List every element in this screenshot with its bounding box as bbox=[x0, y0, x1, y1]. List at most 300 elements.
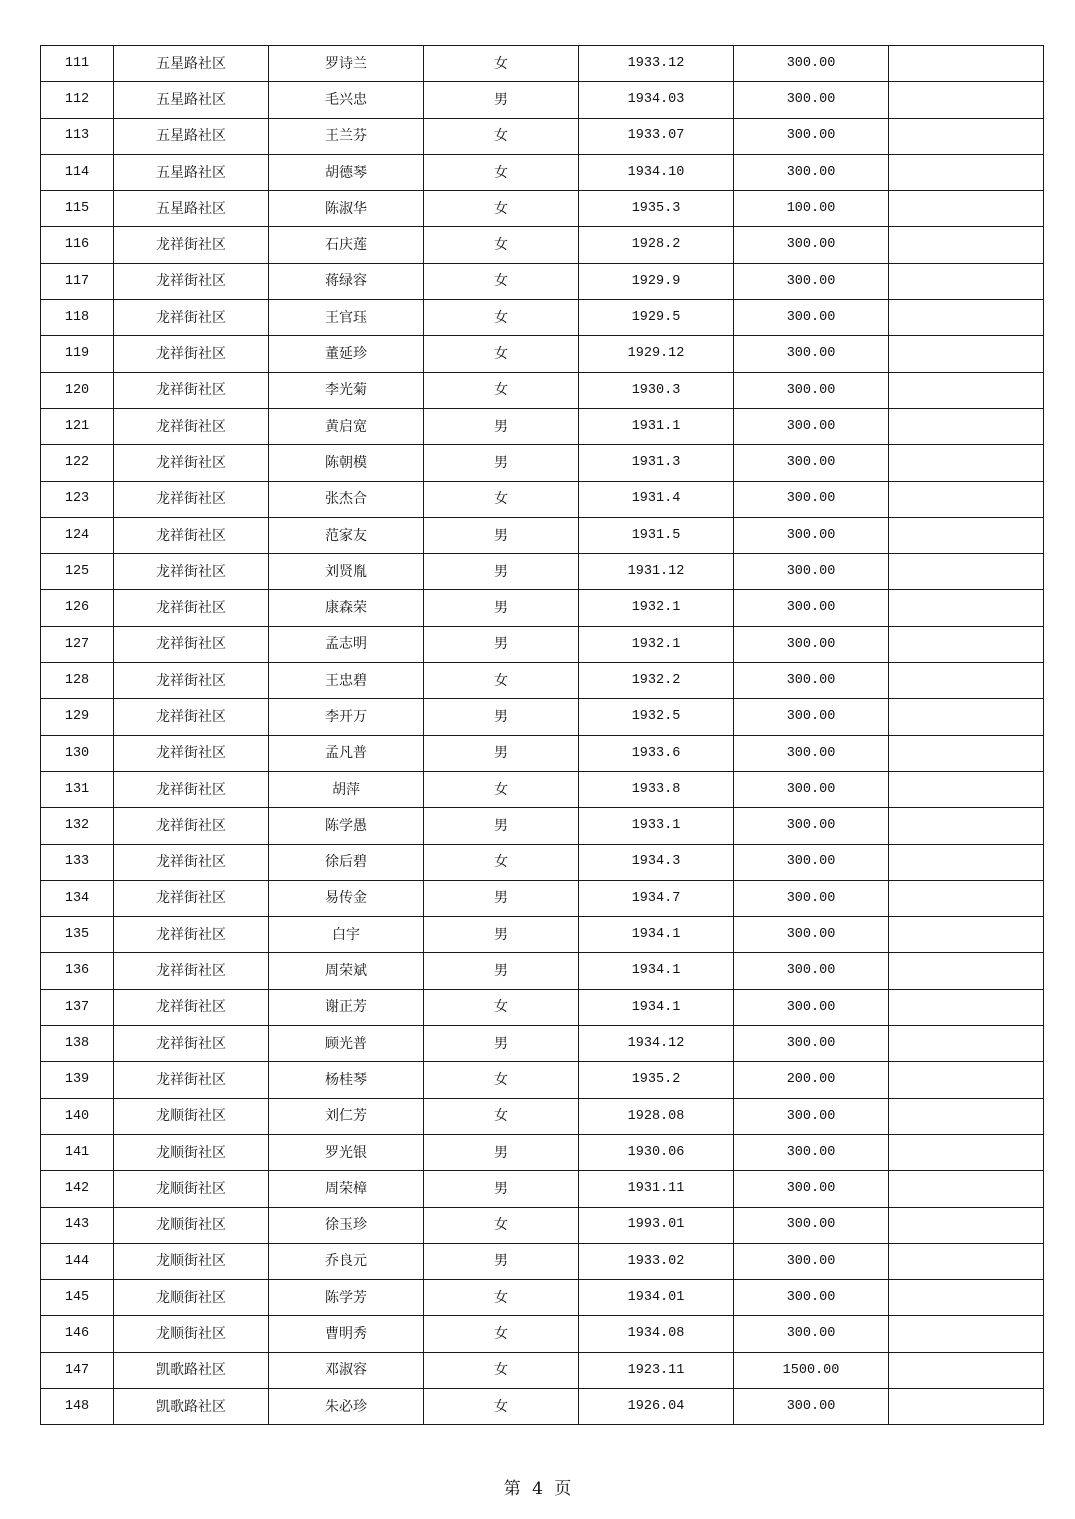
cell-name: 董延珍 bbox=[269, 336, 424, 372]
cell-gender: 男 bbox=[424, 445, 579, 481]
cell-birth-date: 1929.12 bbox=[579, 336, 734, 372]
table-row bbox=[41, 191, 1044, 227]
cell-gender: 男 bbox=[424, 699, 579, 735]
cell-birth-date: 1931.1 bbox=[579, 408, 734, 444]
cell-gender: 女 bbox=[424, 46, 579, 82]
table-row bbox=[41, 336, 1044, 372]
cell-community: 龙祥街社区 bbox=[114, 590, 269, 626]
cell-gender: 女 bbox=[424, 1316, 579, 1352]
cell-birth-date: 1934.3 bbox=[579, 844, 734, 880]
cell-birth-date: 1934.1 bbox=[579, 989, 734, 1025]
cell-remarks bbox=[889, 1316, 1044, 1352]
cell-name: 石庆莲 bbox=[269, 227, 424, 263]
cell-amount: 300.00 bbox=[734, 517, 889, 553]
cell-community: 龙祥街社区 bbox=[114, 481, 269, 517]
cell-gender: 男 bbox=[424, 1134, 579, 1170]
cell-row-index: 125 bbox=[41, 554, 114, 590]
table-row bbox=[41, 481, 1044, 517]
data-table-container bbox=[40, 45, 1044, 1425]
table-row bbox=[41, 227, 1044, 263]
cell-gender: 男 bbox=[424, 1243, 579, 1279]
cell-gender: 女 bbox=[424, 263, 579, 299]
cell-community: 龙祥街社区 bbox=[114, 408, 269, 444]
cell-amount: 100.00 bbox=[734, 191, 889, 227]
cell-birth-date: 1928.08 bbox=[579, 1098, 734, 1134]
cell-birth-date: 1932.5 bbox=[579, 699, 734, 735]
cell-remarks bbox=[889, 953, 1044, 989]
cell-community: 凯歌路社区 bbox=[114, 1352, 269, 1388]
cell-remarks bbox=[889, 699, 1044, 735]
cell-remarks bbox=[889, 336, 1044, 372]
cell-name: 顾光普 bbox=[269, 1026, 424, 1062]
cell-row-index: 138 bbox=[41, 1026, 114, 1062]
table-row bbox=[41, 1280, 1044, 1316]
cell-amount: 300.00 bbox=[734, 1388, 889, 1424]
table-row bbox=[41, 917, 1044, 953]
cell-community: 龙祥街社区 bbox=[114, 880, 269, 916]
cell-name: 徐玉珍 bbox=[269, 1207, 424, 1243]
cell-remarks bbox=[889, 1171, 1044, 1207]
cell-gender: 女 bbox=[424, 1062, 579, 1098]
cell-birth-date: 1935.3 bbox=[579, 191, 734, 227]
cell-row-index: 147 bbox=[41, 1352, 114, 1388]
cell-gender: 女 bbox=[424, 989, 579, 1025]
cell-name: 李光菊 bbox=[269, 372, 424, 408]
cell-amount: 300.00 bbox=[734, 1316, 889, 1352]
cell-gender: 女 bbox=[424, 771, 579, 807]
cell-name: 胡德琴 bbox=[269, 154, 424, 190]
cell-row-index: 127 bbox=[41, 626, 114, 662]
cell-remarks bbox=[889, 154, 1044, 190]
cell-remarks bbox=[889, 82, 1044, 118]
cell-gender: 男 bbox=[424, 82, 579, 118]
cell-row-index: 136 bbox=[41, 953, 114, 989]
table-row bbox=[41, 1243, 1044, 1279]
cell-gender: 男 bbox=[424, 626, 579, 662]
cell-birth-date: 1929.5 bbox=[579, 300, 734, 336]
cell-gender: 女 bbox=[424, 1280, 579, 1316]
cell-birth-date: 1929.9 bbox=[579, 263, 734, 299]
cell-birth-date: 1932.1 bbox=[579, 590, 734, 626]
cell-gender: 女 bbox=[424, 300, 579, 336]
cell-remarks bbox=[889, 844, 1044, 880]
cell-community: 五星路社区 bbox=[114, 118, 269, 154]
cell-remarks bbox=[889, 118, 1044, 154]
cell-birth-date: 1934.01 bbox=[579, 1280, 734, 1316]
cell-name: 杨桂琴 bbox=[269, 1062, 424, 1098]
cell-name: 陈朝模 bbox=[269, 445, 424, 481]
cell-name: 刘贤胤 bbox=[269, 554, 424, 590]
cell-amount: 300.00 bbox=[734, 408, 889, 444]
cell-name: 毛兴忠 bbox=[269, 82, 424, 118]
cell-remarks bbox=[889, 46, 1044, 82]
table-row bbox=[41, 445, 1044, 481]
cell-community: 五星路社区 bbox=[114, 154, 269, 190]
cell-birth-date: 1926.04 bbox=[579, 1388, 734, 1424]
cell-amount: 300.00 bbox=[734, 46, 889, 82]
cell-row-index: 114 bbox=[41, 154, 114, 190]
cell-birth-date: 1993.01 bbox=[579, 1207, 734, 1243]
cell-row-index: 140 bbox=[41, 1098, 114, 1134]
cell-row-index: 128 bbox=[41, 663, 114, 699]
cell-name: 陈学芳 bbox=[269, 1280, 424, 1316]
cell-row-index: 111 bbox=[41, 46, 114, 82]
table-row bbox=[41, 590, 1044, 626]
cell-birth-date: 1934.1 bbox=[579, 953, 734, 989]
table-row bbox=[41, 880, 1044, 916]
cell-community: 龙祥街社区 bbox=[114, 735, 269, 771]
cell-amount: 300.00 bbox=[734, 1026, 889, 1062]
cell-row-index: 137 bbox=[41, 989, 114, 1025]
cell-amount: 300.00 bbox=[734, 300, 889, 336]
cell-birth-date: 1935.2 bbox=[579, 1062, 734, 1098]
cell-remarks bbox=[889, 663, 1044, 699]
cell-remarks bbox=[889, 1026, 1044, 1062]
cell-remarks bbox=[889, 1388, 1044, 1424]
cell-gender: 女 bbox=[424, 372, 579, 408]
cell-name: 罗光银 bbox=[269, 1134, 424, 1170]
cell-community: 龙祥街社区 bbox=[114, 517, 269, 553]
cell-name: 胡萍 bbox=[269, 771, 424, 807]
cell-birth-date: 1934.03 bbox=[579, 82, 734, 118]
cell-birth-date: 1930.06 bbox=[579, 1134, 734, 1170]
cell-gender: 女 bbox=[424, 481, 579, 517]
cell-birth-date: 1931.3 bbox=[579, 445, 734, 481]
cell-remarks bbox=[889, 481, 1044, 517]
table-row bbox=[41, 1171, 1044, 1207]
cell-remarks bbox=[889, 300, 1044, 336]
cell-remarks bbox=[889, 1098, 1044, 1134]
cell-community: 龙祥街社区 bbox=[114, 953, 269, 989]
cell-name: 王兰芬 bbox=[269, 118, 424, 154]
cell-amount: 300.00 bbox=[734, 1243, 889, 1279]
cell-gender: 女 bbox=[424, 1098, 579, 1134]
table-row bbox=[41, 154, 1044, 190]
cell-amount: 300.00 bbox=[734, 1280, 889, 1316]
cell-community: 龙祥街社区 bbox=[114, 626, 269, 662]
cell-amount: 300.00 bbox=[734, 481, 889, 517]
table-row bbox=[41, 263, 1044, 299]
cell-row-index: 115 bbox=[41, 191, 114, 227]
cell-name: 康森荣 bbox=[269, 590, 424, 626]
cell-name: 乔良元 bbox=[269, 1243, 424, 1279]
cell-remarks bbox=[889, 1280, 1044, 1316]
cell-name: 孟凡普 bbox=[269, 735, 424, 771]
cell-community: 龙顺街社区 bbox=[114, 1316, 269, 1352]
cell-community: 龙顺街社区 bbox=[114, 1243, 269, 1279]
cell-amount: 300.00 bbox=[734, 154, 889, 190]
table-body bbox=[41, 46, 1044, 1425]
cell-remarks bbox=[889, 735, 1044, 771]
cell-name: 谢正芳 bbox=[269, 989, 424, 1025]
cell-row-index: 131 bbox=[41, 771, 114, 807]
cell-amount: 300.00 bbox=[734, 771, 889, 807]
cell-amount: 300.00 bbox=[734, 735, 889, 771]
cell-row-index: 129 bbox=[41, 699, 114, 735]
cell-remarks bbox=[889, 517, 1044, 553]
cell-birth-date: 1931.12 bbox=[579, 554, 734, 590]
cell-remarks bbox=[889, 771, 1044, 807]
table-row bbox=[41, 408, 1044, 444]
cell-amount: 300.00 bbox=[734, 445, 889, 481]
cell-amount: 300.00 bbox=[734, 82, 889, 118]
cell-gender: 女 bbox=[424, 191, 579, 227]
cell-gender: 男 bbox=[424, 1026, 579, 1062]
cell-amount: 300.00 bbox=[734, 1134, 889, 1170]
table-row bbox=[41, 118, 1044, 154]
cell-amount: 300.00 bbox=[734, 699, 889, 735]
cell-community: 龙祥街社区 bbox=[114, 263, 269, 299]
cell-remarks bbox=[889, 191, 1044, 227]
cell-name: 陈学愚 bbox=[269, 808, 424, 844]
cell-community: 龙顺街社区 bbox=[114, 1207, 269, 1243]
cell-name: 曹明秀 bbox=[269, 1316, 424, 1352]
cell-remarks bbox=[889, 808, 1044, 844]
cell-name: 王官珏 bbox=[269, 300, 424, 336]
cell-remarks bbox=[889, 372, 1044, 408]
cell-row-index: 139 bbox=[41, 1062, 114, 1098]
table-row bbox=[41, 46, 1044, 82]
cell-birth-date: 1933.8 bbox=[579, 771, 734, 807]
cell-community: 龙祥街社区 bbox=[114, 445, 269, 481]
cell-birth-date: 1923.11 bbox=[579, 1352, 734, 1388]
table-row bbox=[41, 1388, 1044, 1424]
cell-gender: 男 bbox=[424, 590, 579, 626]
table-row bbox=[41, 735, 1044, 771]
cell-community: 凯歌路社区 bbox=[114, 1388, 269, 1424]
table-row bbox=[41, 844, 1044, 880]
cell-gender: 男 bbox=[424, 517, 579, 553]
cell-gender: 男 bbox=[424, 735, 579, 771]
cell-row-index: 116 bbox=[41, 227, 114, 263]
cell-name: 邓淑容 bbox=[269, 1352, 424, 1388]
cell-community: 龙顺街社区 bbox=[114, 1171, 269, 1207]
cell-remarks bbox=[889, 445, 1044, 481]
cell-community: 龙祥街社区 bbox=[114, 808, 269, 844]
cell-amount: 300.00 bbox=[734, 118, 889, 154]
cell-remarks bbox=[889, 590, 1044, 626]
cell-row-index: 121 bbox=[41, 408, 114, 444]
cell-community: 龙祥街社区 bbox=[114, 917, 269, 953]
table-row bbox=[41, 989, 1044, 1025]
cell-amount: 300.00 bbox=[734, 844, 889, 880]
cell-community: 龙祥街社区 bbox=[114, 300, 269, 336]
cell-row-index: 144 bbox=[41, 1243, 114, 1279]
cell-row-index: 117 bbox=[41, 263, 114, 299]
cell-gender: 女 bbox=[424, 1388, 579, 1424]
cell-name: 周荣斌 bbox=[269, 953, 424, 989]
cell-remarks bbox=[889, 1243, 1044, 1279]
cell-remarks bbox=[889, 1207, 1044, 1243]
cell-gender: 女 bbox=[424, 118, 579, 154]
cell-birth-date: 1933.1 bbox=[579, 808, 734, 844]
cell-row-index: 143 bbox=[41, 1207, 114, 1243]
cell-row-index: 142 bbox=[41, 1171, 114, 1207]
cell-amount: 300.00 bbox=[734, 917, 889, 953]
cell-community: 龙祥街社区 bbox=[114, 554, 269, 590]
cell-birth-date: 1932.1 bbox=[579, 626, 734, 662]
cell-amount: 300.00 bbox=[734, 989, 889, 1025]
table-row bbox=[41, 808, 1044, 844]
cell-remarks bbox=[889, 263, 1044, 299]
cell-community: 龙祥街社区 bbox=[114, 1062, 269, 1098]
cell-row-index: 123 bbox=[41, 481, 114, 517]
cell-name: 刘仁芳 bbox=[269, 1098, 424, 1134]
cell-community: 龙祥街社区 bbox=[114, 699, 269, 735]
cell-name: 李开万 bbox=[269, 699, 424, 735]
cell-row-index: 148 bbox=[41, 1388, 114, 1424]
cell-birth-date: 1931.5 bbox=[579, 517, 734, 553]
cell-amount: 300.00 bbox=[734, 1171, 889, 1207]
table-row bbox=[41, 1026, 1044, 1062]
cell-amount: 300.00 bbox=[734, 336, 889, 372]
cell-community: 龙祥街社区 bbox=[114, 336, 269, 372]
cell-amount: 200.00 bbox=[734, 1062, 889, 1098]
table-row bbox=[41, 699, 1044, 735]
table-row bbox=[41, 1207, 1044, 1243]
cell-gender: 男 bbox=[424, 953, 579, 989]
cell-row-index: 118 bbox=[41, 300, 114, 336]
cell-community: 龙祥街社区 bbox=[114, 844, 269, 880]
cell-community: 龙祥街社区 bbox=[114, 771, 269, 807]
cell-amount: 300.00 bbox=[734, 372, 889, 408]
cell-amount: 1500.00 bbox=[734, 1352, 889, 1388]
cell-name: 罗诗兰 bbox=[269, 46, 424, 82]
cell-amount: 300.00 bbox=[734, 663, 889, 699]
cell-gender: 男 bbox=[424, 808, 579, 844]
table-row bbox=[41, 1316, 1044, 1352]
table-row bbox=[41, 517, 1044, 553]
cell-gender: 男 bbox=[424, 880, 579, 916]
cell-amount: 300.00 bbox=[734, 626, 889, 662]
table-row bbox=[41, 771, 1044, 807]
cell-community: 龙祥街社区 bbox=[114, 372, 269, 408]
cell-remarks bbox=[889, 917, 1044, 953]
cell-remarks bbox=[889, 989, 1044, 1025]
cell-amount: 300.00 bbox=[734, 953, 889, 989]
cell-birth-date: 1928.2 bbox=[579, 227, 734, 263]
cell-birth-date: 1933.6 bbox=[579, 735, 734, 771]
cell-row-index: 146 bbox=[41, 1316, 114, 1352]
table-row bbox=[41, 1098, 1044, 1134]
cell-row-index: 135 bbox=[41, 917, 114, 953]
cell-community: 龙顺街社区 bbox=[114, 1280, 269, 1316]
cell-name: 孟志明 bbox=[269, 626, 424, 662]
cell-gender: 女 bbox=[424, 336, 579, 372]
cell-name: 易传金 bbox=[269, 880, 424, 916]
cell-row-index: 124 bbox=[41, 517, 114, 553]
cell-row-index: 145 bbox=[41, 1280, 114, 1316]
cell-birth-date: 1931.4 bbox=[579, 481, 734, 517]
cell-row-index: 130 bbox=[41, 735, 114, 771]
cell-name: 徐后碧 bbox=[269, 844, 424, 880]
cell-birth-date: 1933.07 bbox=[579, 118, 734, 154]
cell-birth-date: 1934.12 bbox=[579, 1026, 734, 1062]
cell-name: 王忠碧 bbox=[269, 663, 424, 699]
cell-name: 蒋绿容 bbox=[269, 263, 424, 299]
cell-birth-date: 1930.3 bbox=[579, 372, 734, 408]
cell-community: 龙顺街社区 bbox=[114, 1134, 269, 1170]
cell-row-index: 119 bbox=[41, 336, 114, 372]
cell-amount: 300.00 bbox=[734, 1098, 889, 1134]
cell-name: 陈淑华 bbox=[269, 191, 424, 227]
cell-community: 龙祥街社区 bbox=[114, 1026, 269, 1062]
cell-amount: 300.00 bbox=[734, 227, 889, 263]
cell-birth-date: 1931.11 bbox=[579, 1171, 734, 1207]
cell-gender: 女 bbox=[424, 1207, 579, 1243]
cell-gender: 男 bbox=[424, 554, 579, 590]
cell-community: 五星路社区 bbox=[114, 82, 269, 118]
cell-row-index: 112 bbox=[41, 82, 114, 118]
cell-name: 黄启宽 bbox=[269, 408, 424, 444]
cell-remarks bbox=[889, 554, 1044, 590]
cell-birth-date: 1933.12 bbox=[579, 46, 734, 82]
table-row bbox=[41, 1352, 1044, 1388]
cell-remarks bbox=[889, 1352, 1044, 1388]
cell-row-index: 134 bbox=[41, 880, 114, 916]
cell-amount: 300.00 bbox=[734, 554, 889, 590]
cell-row-index: 141 bbox=[41, 1134, 114, 1170]
cell-amount: 300.00 bbox=[734, 808, 889, 844]
table-row bbox=[41, 372, 1044, 408]
cell-name: 张杰合 bbox=[269, 481, 424, 517]
cell-birth-date: 1932.2 bbox=[579, 663, 734, 699]
table-row bbox=[41, 663, 1044, 699]
cell-gender: 女 bbox=[424, 227, 579, 263]
cell-birth-date: 1934.08 bbox=[579, 1316, 734, 1352]
cell-gender: 男 bbox=[424, 1171, 579, 1207]
page-footer: 第 4 页 bbox=[503, 1479, 572, 1499]
cell-name: 朱必珍 bbox=[269, 1388, 424, 1424]
cell-gender: 女 bbox=[424, 154, 579, 190]
cell-gender: 女 bbox=[424, 663, 579, 699]
cell-birth-date: 1934.7 bbox=[579, 880, 734, 916]
table-row bbox=[41, 82, 1044, 118]
cell-community: 龙祥街社区 bbox=[114, 989, 269, 1025]
cell-name: 白宇 bbox=[269, 917, 424, 953]
table-row bbox=[41, 1062, 1044, 1098]
cell-community: 五星路社区 bbox=[114, 191, 269, 227]
cell-gender: 男 bbox=[424, 917, 579, 953]
cell-row-index: 126 bbox=[41, 590, 114, 626]
cell-community: 龙祥街社区 bbox=[114, 663, 269, 699]
table-row bbox=[41, 554, 1044, 590]
cell-name: 周荣樟 bbox=[269, 1171, 424, 1207]
cell-birth-date: 1934.1 bbox=[579, 917, 734, 953]
cell-remarks bbox=[889, 880, 1044, 916]
table-row bbox=[41, 1134, 1044, 1170]
cell-gender: 女 bbox=[424, 1352, 579, 1388]
cell-remarks bbox=[889, 408, 1044, 444]
cell-amount: 300.00 bbox=[734, 590, 889, 626]
cell-row-index: 122 bbox=[41, 445, 114, 481]
cell-amount: 300.00 bbox=[734, 1207, 889, 1243]
data-table bbox=[40, 45, 1044, 1425]
cell-row-index: 113 bbox=[41, 118, 114, 154]
cell-birth-date: 1933.02 bbox=[579, 1243, 734, 1279]
cell-remarks bbox=[889, 1134, 1044, 1170]
cell-community: 五星路社区 bbox=[114, 46, 269, 82]
cell-amount: 300.00 bbox=[734, 263, 889, 299]
cell-community: 龙祥街社区 bbox=[114, 227, 269, 263]
cell-row-index: 133 bbox=[41, 844, 114, 880]
cell-row-index: 132 bbox=[41, 808, 114, 844]
table-row bbox=[41, 953, 1044, 989]
cell-community: 龙顺街社区 bbox=[114, 1098, 269, 1134]
cell-gender: 女 bbox=[424, 844, 579, 880]
table-row bbox=[41, 626, 1044, 662]
cell-remarks bbox=[889, 626, 1044, 662]
